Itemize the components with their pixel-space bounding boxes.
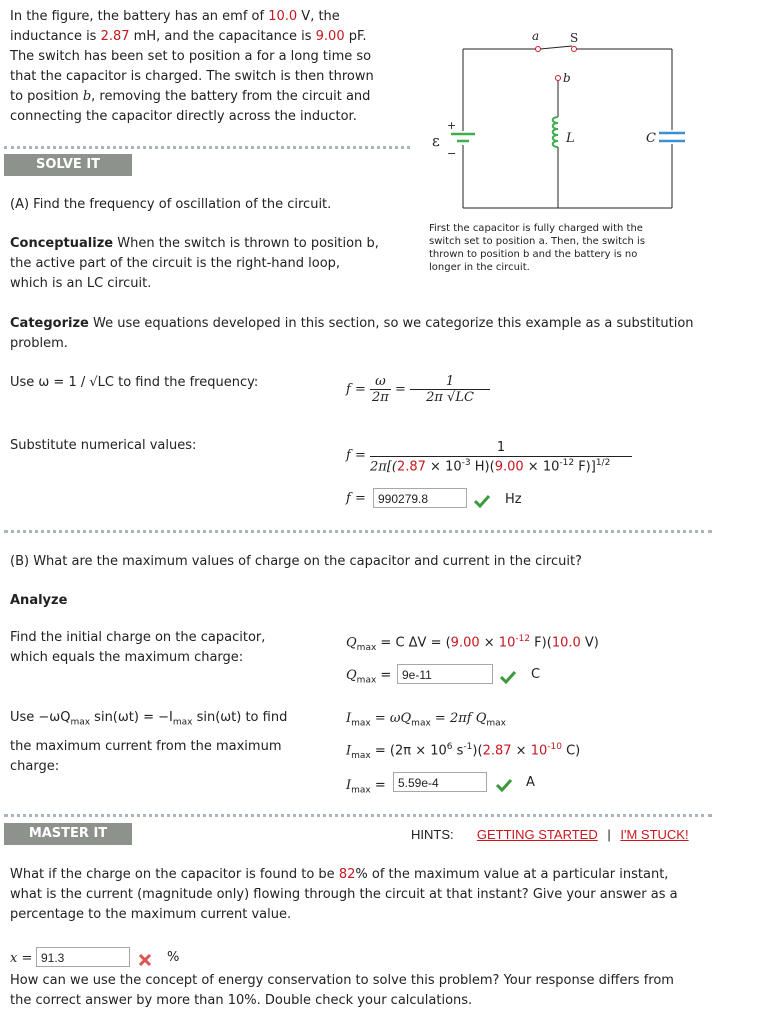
switch-contact-a: [536, 47, 541, 52]
conceptualize-paragraph: Conceptualize When the switch is thrown to position b, the active part of the circuit is the right-hand loop, which is an LC circuit.: [10, 236, 379, 291]
categorize-paragraph: Categorize We use equations developed in this section, so we categorize this example as a substitution problem.: [10, 316, 694, 351]
frequency-unit: Hz: [505, 492, 522, 507]
label-emf: ε: [432, 132, 440, 150]
label-a: a: [532, 29, 540, 43]
correct-check-icon: [474, 494, 490, 508]
label-minus: −: [447, 147, 457, 160]
solve-it-bar: SOLVE IT: [4, 154, 132, 176]
switch-pivot: [572, 47, 577, 52]
switch-contact-b: [556, 76, 561, 81]
use-omega-text: Use ω = 1 / √LC to find the frequency:: [10, 375, 259, 390]
qmax-unit: C: [531, 667, 541, 682]
divider-master: [4, 814, 712, 817]
master-it-bar: MASTER IT: [4, 823, 132, 845]
label-l: L: [566, 131, 575, 146]
feedback-text: How can we use the concept of energy conservation to solve this problem? Your response differs from the correct answer by more than 10%. Double check your calculations.: [10, 973, 674, 1008]
master-it-question: What if the charge on the capacitor is found to be 82% of the maximum value at a particular instant, what is the current (magnitude only) flowing through the circuit at that instant? Give your answer as a percentage to the maximum current value.: [10, 867, 678, 922]
x-unit: %: [167, 950, 180, 965]
frequency-formula: f = $\frac{\omega}{2\pi}$ = $\frac{1}{2\pi √LC}$: [346, 374, 490, 405]
problem-statement: In the figure, the battery has an emf of 10.0 V, the inductance is 2.87 mH, and the capacitance is 9.00 pF. The switch has been set to position a for a long time so that the capacitor is charged. The switch is then thrown to position b, removing the battery from the circuit and connecting the capacitor directly across the inductor.: [10, 9, 374, 124]
qmax-answer-field[interactable]: 9e-11: [397, 664, 493, 684]
im-stuck-link[interactable]: I'M STUCK!: [620, 827, 689, 842]
circuit-caption: First the capacitor is fully charged with the switch set to position a. Then, the switch is thrown to position b and the battery is no longer in the circuit.: [429, 223, 646, 273]
label-plus: +: [447, 119, 457, 132]
emf-value: 10.0: [268, 9, 298, 24]
find-charge-text: Find the initial charge on the capacitor, which equals the maximum charge:: [10, 630, 266, 665]
incorrect-x-icon: [138, 953, 152, 967]
getting-started-link[interactable]: GETTING STARTED: [476, 827, 598, 842]
part-b-question: (B) What are the maximum values of charge on the capacitor and current in the circuit?: [10, 554, 582, 569]
correct-check-icon: [500, 670, 516, 684]
analyze-label: Analyze: [10, 593, 68, 608]
lc-circuit-diagram: [420, 25, 720, 220]
imax-formula-2: $I_{max} = (2\pi \times 10^6$ $s^{-1})(2.87 \times 10^{-10}$ C): [346, 742, 581, 761]
part-a-question: (A) Find the frequency of oscillation of the circuit.: [10, 197, 332, 212]
imax-formula-1: $I_{max} = \omega Q_{max} = 2\pi f$ $Q_{max}$: [346, 711, 506, 729]
imax-unit: A: [526, 775, 535, 790]
inductor-coil: [553, 117, 558, 147]
hints-row: HINTS: GETTING STARTED | I'M STUCK!: [411, 827, 689, 842]
label-b: b: [563, 71, 571, 85]
qmax-formula: $Q_{max} = C$ $\Delta V = (9.00 \times 10^{-12}$ F)(10.0 V): [346, 634, 599, 653]
frequency-answer-field[interactable]: 990279.8: [373, 488, 467, 508]
frequency-answer-label: f =: [346, 491, 366, 506]
x-answer-field[interactable]: 91.3: [36, 947, 130, 967]
label-s: S: [570, 31, 579, 45]
switch-blade: [540, 46, 572, 49]
qmax-answer-label: $Q_{max}$ =: [346, 668, 392, 686]
divider-solve: [4, 146, 410, 149]
capacitance-value: 9.00: [315, 29, 345, 44]
correct-check-icon: [496, 778, 512, 792]
x-answer-label: x =: [10, 951, 33, 966]
hints-label: HINTS:: [411, 827, 454, 842]
divider-part-b: [4, 530, 712, 533]
imax-answer-label: $I_{max}$ =: [346, 778, 386, 796]
imax-answer-field[interactable]: 5.59e-4: [393, 772, 487, 792]
substitute-text: Substitute numerical values:: [10, 438, 197, 453]
label-c: C: [646, 131, 656, 146]
inductance-value: 2.87: [100, 29, 130, 44]
use-current-text: Use $-\omega Q_{max}$ $\sin(\omega t) = -I_{max}$ sin(ωt) to find the maximum current from the maximum charge:: [10, 710, 288, 774]
